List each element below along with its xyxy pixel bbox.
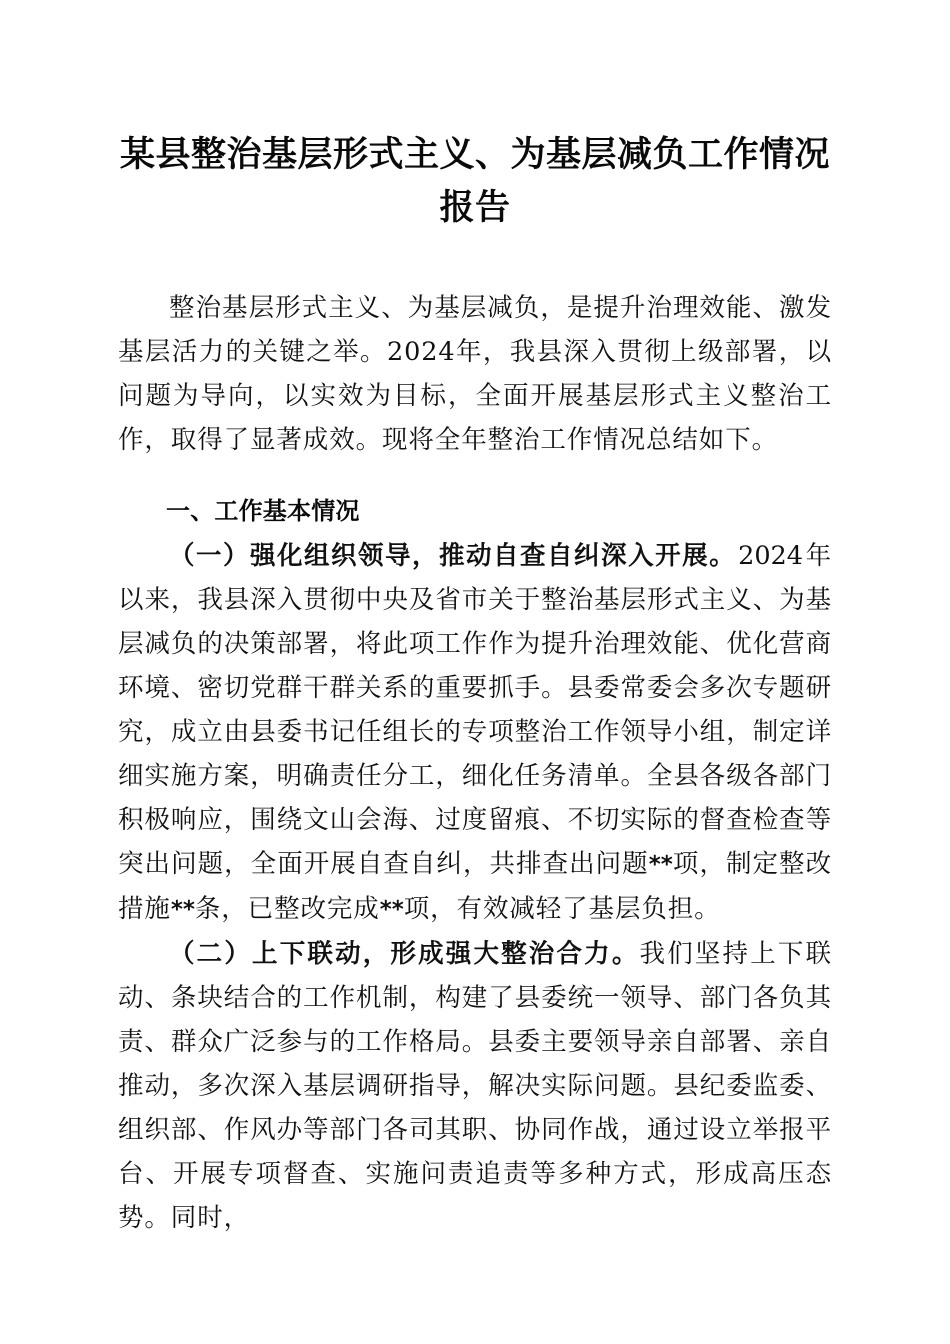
paragraph-item-2 <box>118 932 832 1240</box>
paragraph-intro: 整治基层形式主义、为基层减负，是提升治理效能、激发基层活力的关键之举。2024年，我县深入贯彻上级部署，以问题为导向，以实效为目标，全面开展基层形式主义整治工作，取得了显著成效。现将全年整治工作情况总结如下。 <box>118 293 832 455</box>
paragraph-item-1 <box>118 534 832 932</box>
document-body <box>118 0 832 1240</box>
paragraph-item-2-text: 我们坚持上下联动、条块结合的工作机制，构建了县委统一领导、部门各负其责、群众广泛参与的工作格局。县委主要领导亲自部署、亲自推动，多次深入基层调研指导，解决实际问题。县纪委监委、组织部、作风办等部门各司其职、协同作战，通过设立举报平台、开展专项督查、实施问责追责等多种方式，形成高压态势。同时， <box>118 939 832 1233</box>
paragraph-item-1-text: 2024年以来，我县深入贯彻中央及省市关于整治基层形式主义、为基层减负的决策部署，将此项工作作为提升治理效能、优化营商环境、密切党群干群关系的重要抓手。县委常委会多次专题研究，成立由县委书记任组长的专项整治工作领导小组，制定详细实施方案，明确责任分工，细化任务清单。全县各级各部门积极响应，围绕文山会海、过度留痕、不切实际的督查检查等突出问题，全面开展自查自纠，共排查出问题**项，制定整改措施**条，已整改完成**项，有效减轻了基层负担。 <box>118 541 833 924</box>
section-heading-1: 一、工作基本情况 <box>166 498 360 525</box>
paragraph-item-1-lead: （一）强化组织领导，推动自查自纠深入开展。 <box>169 541 737 571</box>
paragraph-item-2-lead: （二）上下联动，形成强大整治合力。 <box>169 939 640 969</box>
page-title: 某县整治基层形式主义、为基层减负工作情况报告 <box>119 134 830 228</box>
